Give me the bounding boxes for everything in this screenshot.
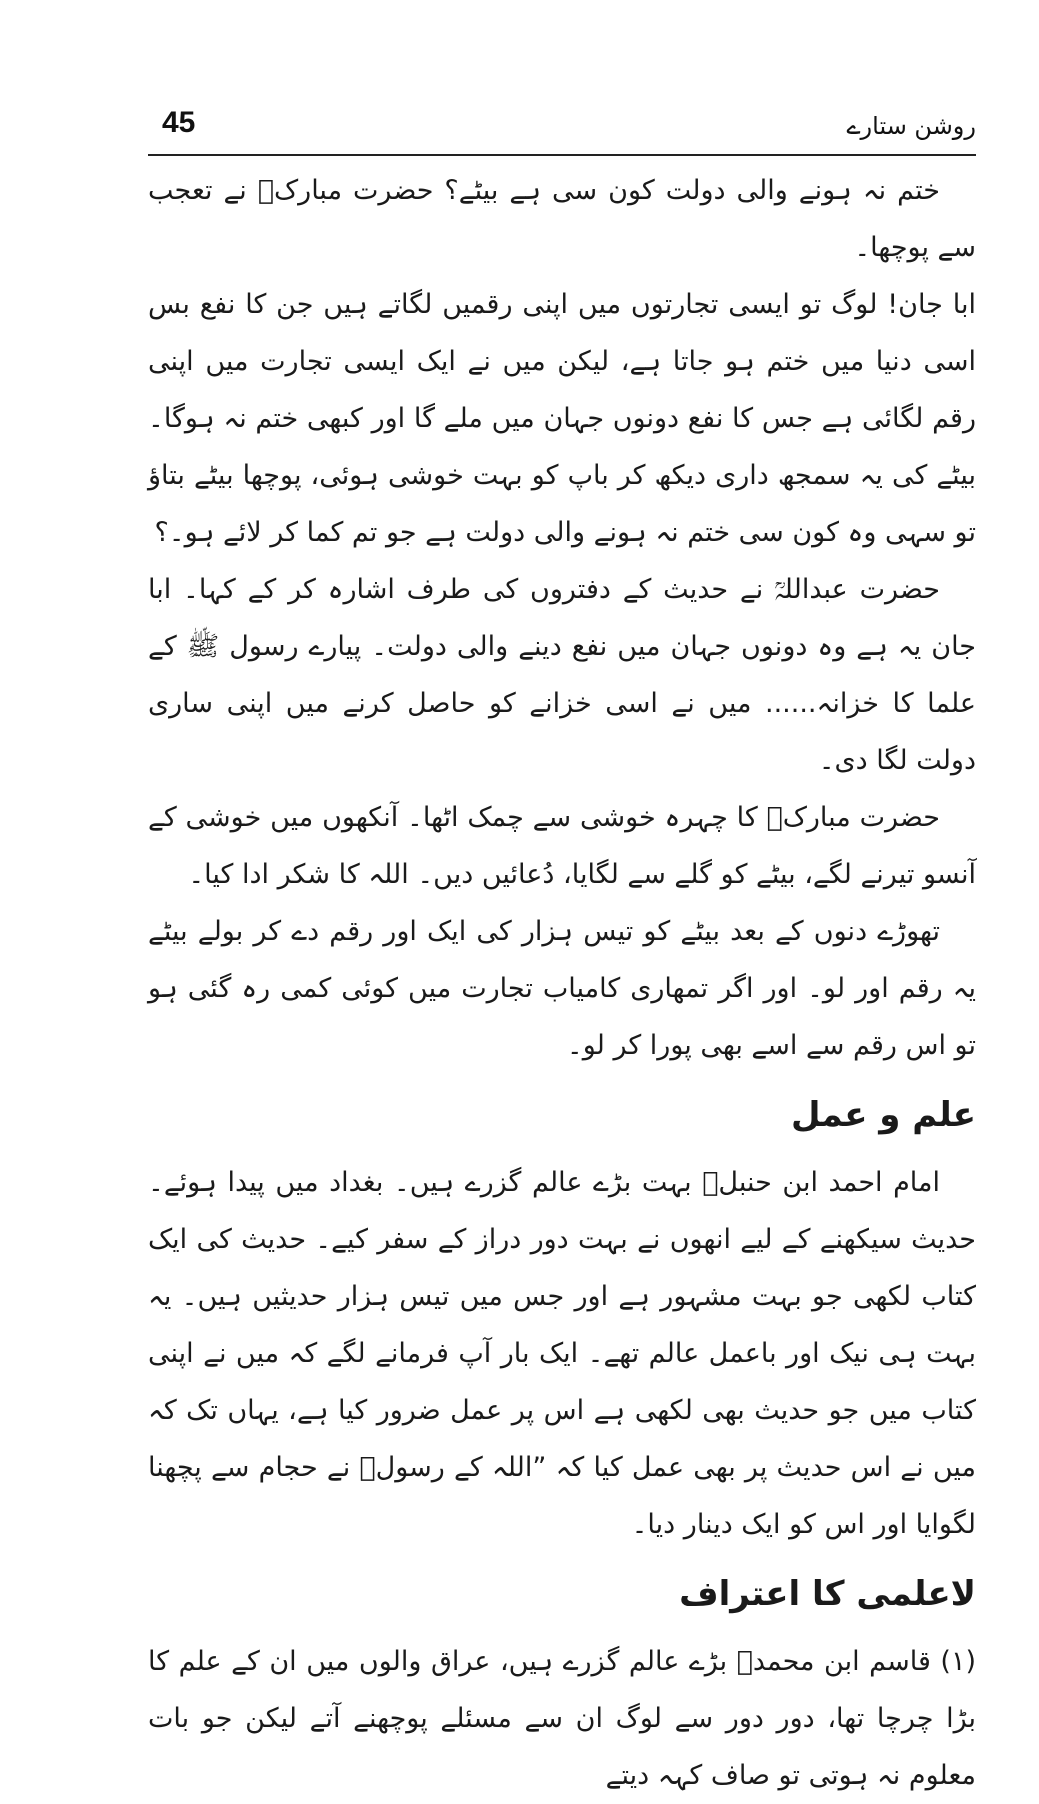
paragraph: حضرت مبارکؒ کا چہرہ خوشی سے چمک اٹھا۔ آنکھوں میں خوشی کے آنسو تیرنے لگے، بیٹے کو گلے سے لگایا، دُعائیں دیں۔ اللہ کا شکر ادا کیا۔ bbox=[148, 802, 976, 890]
section-heading-admitting-ignorance: لاعلمی کا اعتراف bbox=[679, 1574, 976, 1614]
paragraph: ابا جان! لوگ تو ایسی تجارتوں میں اپنی رقمیں لگاتے ہیں جن کا نفع بس اسی دنیا میں ختم ہو جاتا ہے، لیکن میں نے ایک ایسی تجارت میں اپنی رقم لگائی ہے جس کا نفع دونوں جہان میں ملے گا اور کبھی ختم نہ ہوگا۔ بیٹے کی یہ سمجھ داری دیکھ کر باپ کو بہت خوشی ہوئی، پوچھا بیٹے بتاؤ تو سہی وہ کون سی ختم نہ ہونے والی دولت ہے جو تم کما کر لائے ہو۔؟ bbox=[148, 289, 976, 548]
body-text bbox=[148, 162, 976, 1804]
paragraph: حضرت عبداللہؒ نے حدیث کے دفتروں کی طرف اشارہ کر کے کہا۔ ابا جان یہ ہے وہ دونوں جہان میں نفع دینے والی دولت۔ پیارے رسول ﷺ کے علما کا خزانہ...... میں نے اسی خزانے کو حاصل کرنے میں اپنی ساری دولت لگا دی۔ bbox=[148, 574, 976, 776]
running-head: روشن ستارے bbox=[846, 112, 976, 140]
page-number: 45 bbox=[162, 106, 196, 139]
paragraph: (۱) قاسم ابن محمدؒ بڑے عالم گزرے ہیں، عراق والوں میں ان کے علم کا بڑا چرچا تھا، دور دور سے لوگ ان سے مسئلے پوچھنے آتے لیکن جو بات معلوم نہ ہوتی تو صاف کہہ دیتے bbox=[148, 1646, 976, 1791]
page-header bbox=[148, 92, 976, 156]
paragraph: ختم نہ ہونے والی دولت کون سی ہے بیٹے؟ حضرت مبارکؒ نے تعجب سے پوچھا۔ bbox=[148, 175, 976, 263]
paragraph: تھوڑے دنوں کے بعد بیٹے کو تیس ہزار کی ایک اور رقم دے کر بولے بیٹے یہ رقم اور لو۔ اور اگر تمھاری کامیاب تجارت میں کوئی کمی رہ گئی ہو تو اس رقم سے اسے بھی پورا کر لو۔ bbox=[148, 916, 976, 1061]
section-heading-knowledge-and-action: علم و عمل bbox=[791, 1095, 976, 1135]
paragraph: امام احمد ابن حنبلؒ بہت بڑے عالم گزرے ہیں۔ بغداد میں پیدا ہوئے۔ حدیث سیکھنے کے لیے انھوں نے بہت دور دراز کے سفر کیے۔ حدیث کی ایک کتاب لکھی جو بہت مشہور ہے اور جس میں تیس ہزار حدیثیں ہیں۔ یہ بہت ہی نیک اور باعمل عالم تھے۔ ایک بار آپ فرمانے لگے کہ میں نے اپنی کتاب میں جو حدیث بھی لکھی ہے اس پر عمل ضرور کیا ہے، یہاں تک کہ میں نے اس حدیث پر بھی عمل کیا کہ ”اللہ کے رسولؐ نے حجام سے پچھنا لگوایا اور اس کو ایک دینار دیا۔ bbox=[148, 1167, 976, 1540]
